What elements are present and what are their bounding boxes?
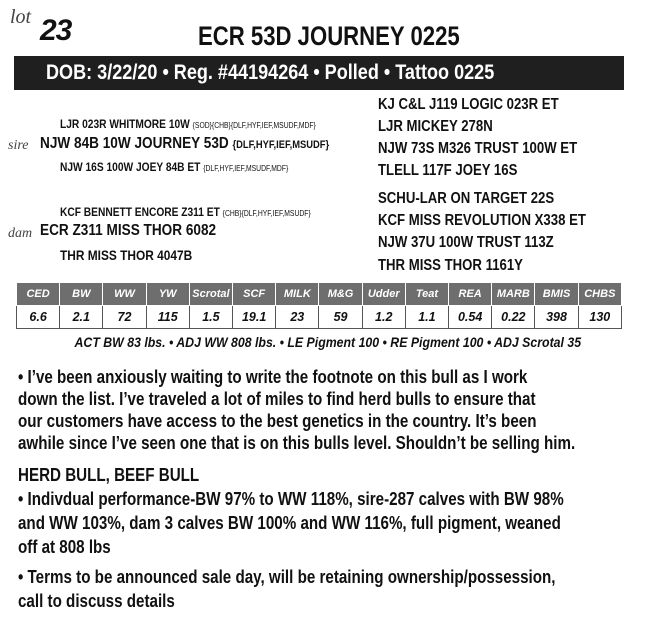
lot-number: 23 bbox=[40, 14, 72, 47]
epd-value-yw: 115 bbox=[146, 306, 189, 329]
epd-header-chbs: CHBS bbox=[578, 283, 621, 306]
epd-header-teat: Teat bbox=[405, 283, 448, 306]
epd-value-row bbox=[17, 306, 622, 329]
note-line-9: • Terms to be announced sale day, will be retaining ownership/possession, bbox=[18, 566, 556, 587]
epd-header-marb: MARB bbox=[492, 283, 535, 306]
epd-header-scf: SCF bbox=[233, 283, 276, 306]
sire-sire bbox=[60, 117, 361, 131]
note-line-1: • I’ve been anxiously waiting to write the footnote on this bull as I work bbox=[18, 366, 528, 387]
epd-value-scrotal: 1.5 bbox=[189, 306, 232, 329]
bull-title bbox=[198, 21, 517, 52]
sire-dam-tags: {DLF,HYF,IEF,MSUDF,MDF} bbox=[203, 164, 289, 173]
sire-sire-tags: {SOD}{CHB}{DLF,HYF,IEF,MSUDF,MDF} bbox=[192, 121, 316, 130]
note-line-4: awhile since I’ve seen one that is on this bulls level. Shouldn’t be selling him. bbox=[18, 432, 576, 453]
epd-value-udder: 1.2 bbox=[362, 306, 405, 329]
epd-value-marb: 0.22 bbox=[492, 306, 535, 329]
epd-header-ww: WW bbox=[103, 283, 146, 306]
dam bbox=[40, 222, 247, 240]
epd-header-row bbox=[17, 283, 622, 306]
epd-value-bw: 2.1 bbox=[60, 306, 103, 329]
dam-dam-name: THR MISS THOR 4047B bbox=[60, 247, 193, 263]
dam-name: ECR Z311 MISS THOR 6082 bbox=[40, 222, 217, 239]
pedigree-right-4: TLELL 117F JOEY 16S bbox=[378, 162, 518, 179]
pedigree-right-3: NJW 73S M326 TRUST 100W ET bbox=[378, 140, 578, 157]
note-line-10: call to discuss details bbox=[18, 590, 175, 611]
pedigree-right-5: SCHU-LAR ON TARGET 22S bbox=[378, 190, 555, 207]
sire-dam-name: NJW 16S 100W JOEY 84B ET bbox=[60, 160, 201, 174]
pedigree-right-1: KJ C&L J119 LOGIC 023R ET bbox=[378, 96, 559, 113]
epd-header-bmis: BMIS bbox=[535, 283, 578, 306]
dam-sire-tags: {CHB}{DLF,HYF,IEF,MSUDF} bbox=[222, 209, 311, 218]
pedigree-right-7: NJW 37U 100W TRUST 113Z bbox=[378, 234, 554, 251]
epd-value-chbs: 130 bbox=[578, 306, 621, 329]
epd-header-udder: Udder bbox=[362, 283, 405, 306]
epd-table bbox=[16, 282, 622, 329]
dam-sire-name: KCF BENNETT ENCORE Z311 ET bbox=[60, 205, 220, 219]
epd-value-teat: 1.1 bbox=[405, 306, 448, 329]
note-line-5: HERD BULL, BEEF BULL bbox=[18, 464, 200, 485]
sire-sire-name: LJR 023R WHITMORE 10W bbox=[60, 117, 190, 131]
sire-tags: {DLF,HYF,IEF,MSUDF} bbox=[232, 139, 330, 151]
note-line-8: off at 808 lbs bbox=[18, 536, 111, 557]
epd-header-rea: REA bbox=[449, 283, 492, 306]
note-line-2: down the list. I’ve traveled a lot of miles to find herd bulls to ensure that bbox=[18, 388, 536, 409]
epd-value-milk: 23 bbox=[276, 306, 319, 329]
info-bar bbox=[14, 56, 624, 90]
info-bar-text: DOB: 3/22/20 • Reg. #44194264 • Polled • Tattoo 0225 bbox=[46, 61, 495, 84]
epd-value-ced: 6.6 bbox=[17, 306, 60, 329]
dam-label: dam bbox=[8, 226, 33, 241]
sire-name: NJW 84B 10W JOURNEY 53D bbox=[40, 135, 229, 152]
actuals-line bbox=[0, 334, 656, 350]
epd-header-yw: YW bbox=[146, 283, 189, 306]
sire bbox=[40, 135, 380, 153]
epd-value-rea: 0.54 bbox=[449, 306, 492, 329]
epd-value-mg: 59 bbox=[319, 306, 362, 329]
actuals-text: ACT BW 83 lbs. • ADJ WW 808 lbs. • LE Pigment 100 • RE Pigment 100 • ADJ Scrotal 35 bbox=[74, 334, 582, 350]
note-line-3: our customers have access to the best genetics in the country. It’s been bbox=[18, 410, 537, 431]
epd-header-ced: CED bbox=[17, 283, 60, 306]
lot-label: lot bbox=[10, 6, 32, 28]
dam-sire bbox=[60, 205, 355, 219]
pedigree-right-6: KCF MISS REVOLUTION X338 ET bbox=[378, 212, 586, 229]
note-line-6: • Indivdual performance-BW 97% to WW 118%, sire-287 calves with BW 98% bbox=[18, 488, 564, 509]
bull-title-text: ECR 53D JOURNEY 0225 bbox=[198, 21, 460, 51]
sire-label: sire bbox=[8, 138, 29, 153]
epd-header-bw: BW bbox=[60, 283, 103, 306]
epd-header-milk: MILK bbox=[276, 283, 319, 306]
note-line-7: and WW 103%, dam 3 calves BW 100% and WW 116%, full pigment, weaned bbox=[18, 512, 561, 533]
epd-value-bmis: 398 bbox=[535, 306, 578, 329]
epd-header-mg: M&G bbox=[319, 283, 362, 306]
pedigree-right-2: LJR MICKEY 278N bbox=[378, 118, 493, 135]
pedigree-right-8: THR MISS THOR 1161Y bbox=[378, 257, 523, 274]
sire-dam bbox=[60, 160, 329, 174]
dam-dam bbox=[60, 247, 216, 263]
epd-header-scrotal: Scrotal bbox=[189, 283, 232, 306]
epd-value-scf: 19.1 bbox=[233, 306, 276, 329]
epd-value-ww: 72 bbox=[103, 306, 146, 329]
